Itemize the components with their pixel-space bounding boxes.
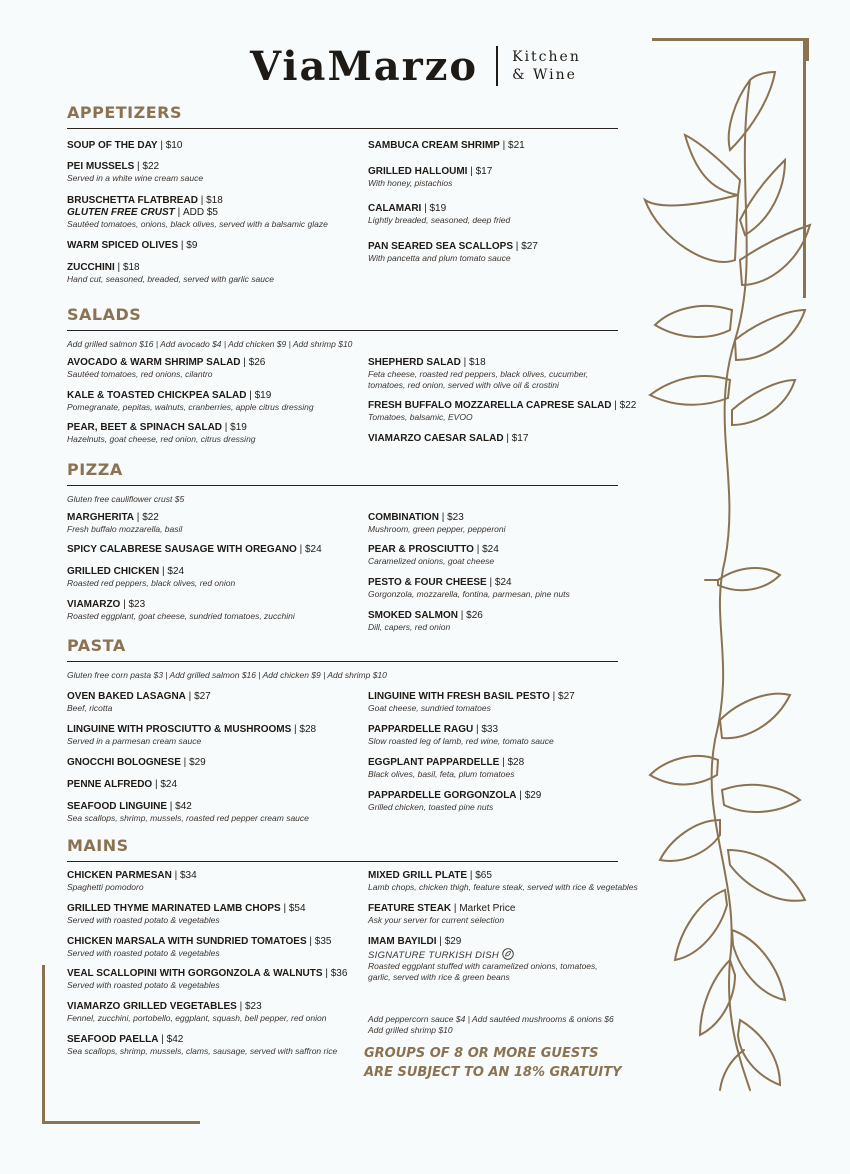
vine-illustration <box>640 60 820 1100</box>
item-name: PAPPARDELLE GORGONZOLA <box>368 790 517 801</box>
item-name: VEAL SCALLOPINI WITH GORGONZOLA & WALNUTS <box>67 968 323 979</box>
item-description: Served with roasted potato & vegetables <box>67 980 220 990</box>
item-description: Sea scallops, shrimp, mussels, clams, sausage, served with saffron rice <box>67 1046 338 1056</box>
item-price: $18 <box>468 357 486 368</box>
section-title-pasta: PASTA <box>67 636 618 662</box>
section-title-mains: MAINS <box>67 836 618 862</box>
menu-item: PAPPARDELLE RAGU | $33 Slow roasted leg of lamb, red wine, tomato sauce <box>368 724 658 747</box>
item-price: $10 <box>165 140 183 151</box>
menu-item: LINGUINE WITH PROSCIUTTO & MUSHROOMS | $28 Served in a parmesan cream sauce <box>67 724 357 747</box>
item-name: CALAMARI <box>368 203 422 214</box>
item-price: $18 <box>206 195 223 206</box>
menu-item: FEATURE STEAK | Market Price Ask your server for current selection <box>368 903 658 926</box>
item-description: Served in a parmesan cream sauce <box>67 736 202 746</box>
item-description: Pomegranate, pepitas, walnuts, cranberries, apple citrus dressing <box>67 402 314 412</box>
menu-item: VIAMARZO GRILLED VEGETABLES | $23 Fennel, zucchini, portobello, eggplant, squash, bell pepper, red onion <box>67 1001 357 1024</box>
item-name: EGGPLANT PAPPARDELLE <box>368 757 500 768</box>
frame-corner-top-right <box>652 38 809 61</box>
menu-item: GRILLED CHICKEN | $24 Roasted red peppers, black olives, red onion <box>67 566 357 589</box>
item-price: $54 <box>288 903 306 914</box>
logo-tagline-wine: & Wine <box>512 67 577 83</box>
item-name: OVEN BAKED LASAGNA <box>67 691 186 702</box>
item-price: $24 <box>305 544 322 555</box>
mains-addons <box>368 1014 668 1035</box>
logo-name: ViaMarzo <box>250 42 479 90</box>
gratuity-line-2: ARE SUBJECT TO AN 18% GRATUITY <box>364 1065 622 1080</box>
item-price: $26 <box>466 610 483 621</box>
item-name: CHICKEN MARSALA WITH SUNDRIED TOMATOES <box>67 936 307 947</box>
item-price: $26 <box>248 357 266 368</box>
item-name: AVOCADO & WARM SHRIMP SALAD <box>67 357 241 368</box>
menu-item: VEAL SCALLOPINI WITH GORGONZOLA & WALNUTS | $36 Served with roasted potato & vegetables <box>67 968 357 991</box>
menu-item: SAMBUCA CREAM SHRIMP | $21 <box>368 140 525 151</box>
item-description: Grilled chicken, toasted pine nuts <box>368 802 494 812</box>
menu-item: SEAFOOD PAELLA | $42 Sea scallops, shrimp, mussels, clams, sausage, served with saffron rice <box>67 1034 357 1057</box>
item-price: $27 <box>194 691 211 702</box>
menu-item: PESTO & FOUR CHEESE | $24 Gorgonzola, mozzarella, fontina, parmesan, pine nuts <box>368 577 658 600</box>
menu-item: AVOCADO & WARM SHRIMP SALAD | $26 Sautéed tomatoes, red onions, cilantro <box>67 357 357 380</box>
item-price: $17 <box>475 166 493 177</box>
item-description: Mushroom, green pepper, pepperoni <box>368 524 506 534</box>
addons-line: Add peppercorn sauce $4 | Add sautéed mushrooms & onions $6 <box>368 1014 614 1024</box>
menu-item: BRUSCHETTA FLATBREAD | $18 GLUTEN FREE CRUST | ADD $5 Sautéed tomatoes, onions, black olives, served with a balsamic glaze <box>67 195 367 230</box>
pasta-section <box>67 636 618 823</box>
menu-item: GRILLED HALLOUMI | $17 With honey, pistachios <box>368 166 658 189</box>
gluten-free-option: GLUTEN FREE CRUST <box>67 207 175 218</box>
item-name: PESTO & FOUR CHEESE <box>368 577 487 588</box>
menu-item: GNOCCHI BOLOGNESE | $29 <box>67 757 206 768</box>
pizza-section <box>67 460 618 632</box>
menu-item: GRILLED THYME MARINATED LAMB CHOPS | $54 Served with roasted potato & vegetables <box>67 903 357 926</box>
item-name: GRILLED CHICKEN <box>67 566 160 577</box>
item-price: $24 <box>482 544 499 555</box>
item-price: $24 <box>167 566 185 577</box>
item-name: WARM SPICED OLIVES <box>67 240 179 251</box>
item-name: PAPPARDELLE RAGU <box>368 724 474 735</box>
menu-item: PEAR, BEET & SPINACH SALAD | $19 Hazelnuts, goat cheese, red onion, citrus dressing <box>67 422 357 445</box>
item-name: COMBINATION <box>368 512 439 523</box>
section-title-pizza: PIZZA <box>67 460 618 486</box>
item-description: Roasted eggplant, goat cheese, sundried tomatoes, zucchini <box>67 611 295 621</box>
item-name: PEAR & PROSCIUTTO <box>368 544 474 555</box>
signature-dish-label: SIGNATURE TURKISH DISH <box>368 950 499 961</box>
section-note: Gluten free corn pasta $3 | Add grilled salmon $16 | Add chicken $9 | Add shrimp $10 <box>67 670 387 680</box>
item-price: $36 <box>330 968 348 979</box>
item-price: $35 <box>314 936 332 947</box>
item-description: Spaghetti pomodoro <box>67 882 144 892</box>
item-price: $18 <box>122 262 140 273</box>
item-description: Served with roasted potato & vegetables <box>67 948 220 958</box>
menu-item: CHICKEN MARSALA WITH SUNDRIED TOMATOES | $35 Served with roasted potato & vegetables <box>67 936 357 959</box>
appetizers-section <box>67 103 618 284</box>
item-name: VIAMARZO CAESAR SALAD <box>368 433 504 444</box>
item-description: Sea scallops, shrimp, mussels, roasted red pepper cream sauce <box>67 813 309 823</box>
section-note: Add grilled salmon $16 | Add avocado $4 | Add chicken $9 | Add shrimp $10 <box>67 339 353 349</box>
menu-item: SOUP OF THE DAY | $10 <box>67 140 183 151</box>
menu-item: VIAMARZO | $23 Roasted eggplant, goat cheese, sundried tomatoes, zucchini <box>67 599 357 622</box>
item-description: Fennel, zucchini, portobello, eggplant, squash, bell pepper, red onion <box>67 1013 327 1023</box>
item-description: Feta cheese, roasted red peppers, black olives, cucumber, <box>368 369 589 379</box>
item-description-cont: garlic, served with rice & green beans <box>368 971 510 982</box>
menu-item: ZUCCHINI | $18 Hand cut, seasoned, breaded, served with garlic sauce <box>67 262 357 285</box>
item-description-cont: tomatoes, red onion, served with olive oil & crostini <box>368 379 559 390</box>
item-name: GRILLED HALLOUMI <box>368 166 468 177</box>
item-description: Lightly breaded, seasoned, deep fried <box>368 215 511 225</box>
item-name: KALE & TOASTED CHICKPEA SALAD <box>67 390 250 401</box>
item-price: $65 <box>475 870 492 881</box>
item-name: PAN SEARED SEA SCALLOPS <box>368 241 514 252</box>
item-description: Ask your server for current selection <box>368 915 505 925</box>
item-price: $22 <box>619 400 637 411</box>
item-price: $19 <box>254 390 272 401</box>
item-name: SOUP OF THE DAY <box>67 140 158 151</box>
item-price: $29 <box>444 936 462 947</box>
item-description: Served with roasted potato & vegetables <box>67 915 220 925</box>
item-price: $23 <box>447 512 464 523</box>
item-name: SEAFOOD LINGUINE <box>67 801 168 812</box>
item-description: Fresh buffalo mozzarella, basil <box>67 524 183 534</box>
menu-item: CALAMARI | $19 Lightly breaded, seasoned, deep fried <box>368 203 658 226</box>
leaf-badge-icon <box>502 948 514 960</box>
gratuity-notice <box>364 1044 664 1082</box>
item-price: $22 <box>142 512 159 523</box>
menu-item: VIAMARZO CAESAR SALAD | $17 <box>368 433 529 444</box>
item-name: SHEPHERD SALAD <box>368 357 461 368</box>
logo-tagline <box>512 48 581 84</box>
item-price: $34 <box>179 870 197 881</box>
item-name: FEATURE STEAK <box>368 903 452 914</box>
section-title-salads: SALADS <box>67 305 618 331</box>
item-price: $29 <box>189 757 206 768</box>
menu-item: WARM SPICED OLIVES | $9 <box>67 240 198 251</box>
menu-item: IMAM BAYILDI | $29 SIGNATURE TURKISH DISH Roasted eggplant stuffed with caramelized onions, tomatoes, garlic, served with rice & green beans <box>368 936 658 982</box>
item-name: LINGUINE WITH FRESH BASIL PESTO <box>368 691 550 702</box>
item-name: PEAR, BEET & SPINACH SALAD <box>67 422 223 433</box>
item-price: $22 <box>142 161 160 172</box>
section-title-appetizers: APPETIZERS <box>67 103 618 129</box>
frame-corner-bottom-left-base <box>42 1121 200 1124</box>
item-name: SEAFOOD PAELLA <box>67 1034 159 1045</box>
menu-item: PEI MUSSELS | $22 Served in a white wine cream sauce <box>67 161 357 184</box>
logo-tagline-kitchen: Kitchen <box>512 49 581 65</box>
item-description: Beef, ricotta <box>67 703 113 713</box>
item-description: With pancetta and plum tomato sauce <box>368 253 511 263</box>
item-price: $42 <box>166 1034 184 1045</box>
item-name: SAMBUCA CREAM SHRIMP <box>368 140 500 151</box>
item-description: Tomatoes, balsamic, EVOO <box>368 412 473 422</box>
item-name: BRUSCHETTA FLATBREAD <box>67 195 198 206</box>
item-name: VIAMARZO GRILLED VEGETABLES <box>67 1001 237 1012</box>
item-price: $29 <box>524 790 542 801</box>
menu-item: KALE & TOASTED CHICKPEA SALAD | $19 Pomegranate, pepitas, walnuts, cranberries, apple citrus dressing <box>67 390 357 413</box>
item-price: $23 <box>128 599 146 610</box>
item-price: $33 <box>481 724 499 735</box>
item-description: Black olives, basil, feta, plum tomatoes <box>368 769 515 779</box>
gratuity-line-1: GROUPS OF 8 OR MORE GUESTS <box>364 1046 599 1061</box>
item-name: SMOKED SALMON <box>368 610 458 621</box>
menu-item: SHEPHERD SALAD | $18 Feta cheese, roasted red peppers, black olives, cucumber, tomatoes, red onion, served with olive oil & crostini <box>368 357 658 390</box>
item-price: $42 <box>175 801 192 812</box>
menu-item: PENNE ALFREDO | $24 <box>67 779 178 790</box>
item-description: Slow roasted leg of lamb, red wine, tomato sauce <box>368 736 554 746</box>
item-description: With honey, pistachios <box>368 178 453 188</box>
item-name: MIXED GRILL PLATE <box>368 870 468 881</box>
menu-item: OVEN BAKED LASAGNA | $27 Beef, ricotta <box>67 691 357 714</box>
item-description: Hazelnuts, goat cheese, red onion, citrus dressing <box>67 434 256 444</box>
frame-corner-bottom-left-side <box>42 965 45 1123</box>
menu-item: PAN SEARED SEA SCALLOPS | $27 With pancetta and plum tomato sauce <box>368 241 658 264</box>
item-price: $27 <box>558 691 575 702</box>
item-description: Served in a white wine cream sauce <box>67 173 204 183</box>
menu-item: SMOKED SALMON | $26 Dill, capers, red onion <box>368 610 658 633</box>
item-price: $21 <box>508 140 525 151</box>
item-price: $24 <box>494 577 512 588</box>
section-note: Gluten free cauliflower crust $5 <box>67 494 185 504</box>
item-description: Gorgonzola, mozzarella, fontina, parmesan, pine nuts <box>368 589 570 599</box>
item-description: Sautéed tomatoes, onions, black olives, served with a balsamic glaze <box>67 219 328 229</box>
gluten-free-price: ADD $5 <box>182 207 218 218</box>
item-description: Lamb chops, chicken thigh, feature steak, served with rice & vegetables <box>368 882 638 892</box>
item-price: $19 <box>230 422 247 433</box>
item-price: Market Price <box>459 903 516 914</box>
item-price: $28 <box>299 724 317 735</box>
item-description: Roasted red peppers, black olives, red onion <box>67 578 236 588</box>
menu-item: MARGHERITA | $22 Fresh buffalo mozzarella, basil <box>67 512 357 535</box>
item-name: GRILLED THYME MARINATED LAMB CHOPS <box>67 903 281 914</box>
item-description: Sautéed tomatoes, red onions, cilantro <box>67 369 213 379</box>
menu-item: PEAR & PROSCIUTTO | $24 Caramelized onions, goat cheese <box>368 544 658 567</box>
menu-item: MIXED GRILL PLATE | $65 Lamb chops, chicken thigh, feature steak, served with rice & vegetables <box>368 870 658 893</box>
item-description: Caramelized onions, goat cheese <box>368 556 495 566</box>
menu-item: EGGPLANT PAPPARDELLE | $28 Black olives, basil, feta, plum tomatoes <box>368 757 658 780</box>
item-name: SPICY CALABRESE SAUSAGE WITH OREGANO <box>67 544 297 555</box>
menu-item: PAPPARDELLE GORGONZOLA | $29 Grilled chicken, toasted pine nuts <box>368 790 658 813</box>
logo-divider <box>496 46 498 86</box>
menu-item: SPICY CALABRESE SAUSAGE WITH OREGANO | $24 <box>67 544 322 555</box>
item-name: PEI MUSSELS <box>67 161 135 172</box>
item-price: $28 <box>507 757 525 768</box>
item-price: $23 <box>244 1001 262 1012</box>
item-name: ZUCCHINI <box>67 262 115 273</box>
menu-item: SEAFOOD LINGUINE | $42 Sea scallops, shrimp, mussels, roasted red pepper cream sauce <box>67 801 357 824</box>
menu-item: CHICKEN PARMESAN | $34 Spaghetti pomodoro <box>67 870 357 893</box>
item-name: IMAM BAYILDI <box>368 936 437 947</box>
item-name: MARGHERITA <box>67 512 135 523</box>
item-price: $27 <box>521 241 538 252</box>
item-name: VIAMARZO <box>67 599 121 610</box>
item-name: PENNE ALFREDO <box>67 779 153 790</box>
item-description: Dill, capers, red onion <box>368 622 451 632</box>
item-name: CHICKEN PARMESAN <box>67 870 172 881</box>
menu-item: LINGUINE WITH FRESH BASIL PESTO | $27 Goat cheese, sundried tomatoes <box>368 691 658 714</box>
menu-item: COMBINATION | $23 Mushroom, green pepper, pepperoni <box>368 512 658 535</box>
item-price: $24 <box>160 779 178 790</box>
item-description: Goat cheese, sundried tomatoes <box>368 703 491 713</box>
item-description: Hand cut, seasoned, breaded, served with garlic sauce <box>67 274 274 284</box>
item-name: FRESH BUFFALO MOZZARELLA CAPRESE SALAD <box>368 400 612 411</box>
item-description: Roasted eggplant stuffed with caramelized onions, tomatoes, <box>368 961 598 971</box>
restaurant-logo <box>250 40 581 92</box>
menu-item: FRESH BUFFALO MOZZARELLA CAPRESE SALAD | $22 Tomatoes, balsamic, EVOO <box>368 400 658 423</box>
item-name: GNOCCHI BOLOGNESE <box>67 757 181 768</box>
addons-line: Add grilled shrimp $10 <box>368 1024 453 1035</box>
item-price: $9 <box>186 240 198 251</box>
salads-section <box>67 305 637 444</box>
item-name: LINGUINE WITH PROSCIUTTO & MUSHROOMS <box>67 724 292 735</box>
item-price: $19 <box>429 203 447 214</box>
item-price: $17 <box>511 433 529 444</box>
